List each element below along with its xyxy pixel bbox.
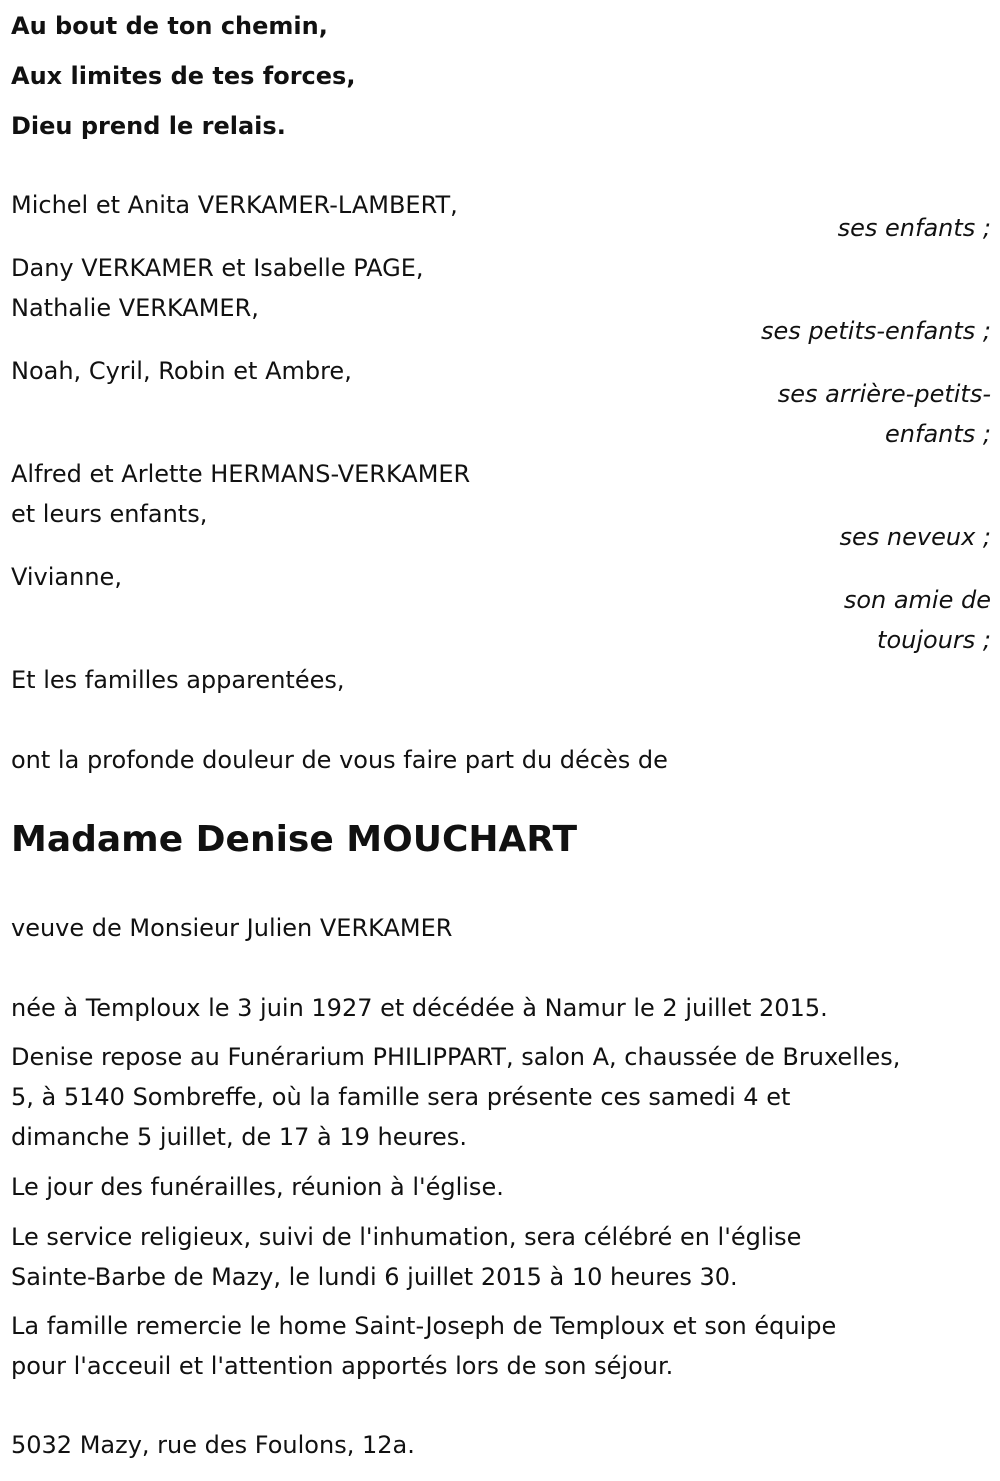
service-line-2: Sainte-Barbe de Mazy, le lundi 6 juillet 2015 à 10 heures 30. [11, 1263, 738, 1291]
thanks-line-2: pour l'acceuil et l'attention apportés lors de son séjour. [11, 1352, 674, 1380]
children-role: ses enfants ; [837, 214, 991, 242]
friend-role-1: son amie de [843, 586, 991, 614]
service-line-1: Le service religieux, suivi de l'inhumation, sera célébré en l'église [11, 1223, 802, 1251]
great-grandchildren-role-1: ses arrière-petits- [777, 380, 991, 408]
poem-line-1: Au bout de ton chemin, [11, 12, 328, 40]
repose-line-1: Denise repose au Funérarium PHILIPPART, salon A, chaussée de Bruxelles, [11, 1043, 901, 1071]
poem-line-2: Aux limites de tes forces, [11, 62, 356, 90]
nephews-names-1: Alfred et Arlette HERMANS-VERKAMER [11, 460, 471, 488]
friend-name: Vivianne, [11, 563, 122, 591]
repose-line-3: dimanche 5 juillet, de 17 à 19 heures. [11, 1123, 467, 1151]
nephews-role: ses neveux ; [839, 523, 991, 551]
grandchildren-names-2: Nathalie VERKAMER, [11, 294, 259, 322]
great-grandchildren-role-2: enfants ; [885, 420, 991, 448]
poem-line-3: Dieu prend le relais. [11, 112, 286, 140]
nephews-names-2: et leurs enfants, [11, 500, 208, 528]
thanks-line-1: La famille remercie le home Saint-Joseph de Temploux et son équipe [11, 1312, 837, 1340]
grandchildren-names-1: Dany VERKAMER et Isabelle PAGE, [11, 254, 424, 282]
great-grandchildren-names: Noah, Cyril, Robin et Ambre, [11, 357, 352, 385]
announcement-text: ont la profonde douleur de vous faire part du décès de [11, 746, 668, 774]
deceased-name: Madame Denise MOUCHART [11, 819, 578, 860]
repose-line-2: 5, à 5140 Sombreffe, où la famille sera présente ces samedi 4 et [11, 1083, 791, 1111]
relatives-line: Et les familles apparentées, [11, 666, 345, 694]
friend-role-2: toujours ; [877, 626, 991, 654]
birth-death-line: née à Temploux le 3 juin 1927 et décédée à Namur le 2 juillet 2015. [11, 994, 828, 1022]
grandchildren-role: ses petits-enfants ; [760, 317, 991, 345]
meeting-line: Le jour des funérailles, réunion à l'église. [11, 1173, 504, 1201]
children-names: Michel et Anita VERKAMER-LAMBERT, [11, 191, 458, 219]
address-line: 5032 Mazy, rue des Foulons, 12a. [11, 1431, 415, 1459]
widow-of: veuve de Monsieur Julien VERKAMER [11, 914, 453, 942]
